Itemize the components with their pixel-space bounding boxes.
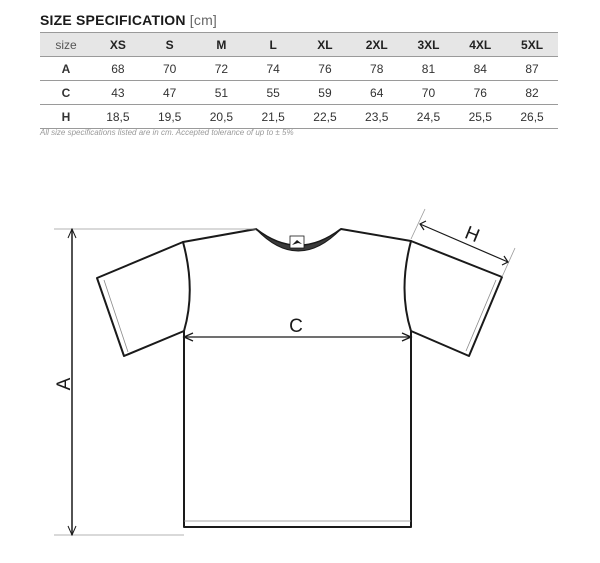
column-header: size bbox=[40, 33, 92, 57]
right-sleeve-seam bbox=[405, 241, 412, 331]
table-cell: 70 bbox=[403, 81, 455, 105]
table-cell: 72 bbox=[196, 57, 248, 81]
column-header: XS bbox=[92, 33, 144, 57]
table-cell: 76 bbox=[454, 81, 506, 105]
column-header: M bbox=[196, 33, 248, 57]
table-cell: 76 bbox=[299, 57, 351, 81]
table-cell: 19,5 bbox=[144, 105, 196, 129]
table-cell: 24,5 bbox=[403, 105, 455, 129]
table-cell: 78 bbox=[351, 57, 403, 81]
column-header: XL bbox=[299, 33, 351, 57]
dimension-a bbox=[54, 229, 256, 535]
row-label: A bbox=[40, 57, 92, 81]
table-cell: 55 bbox=[247, 81, 299, 105]
table-cell: 25,5 bbox=[454, 105, 506, 129]
table-cell: 47 bbox=[144, 81, 196, 105]
column-header: 2XL bbox=[351, 33, 403, 57]
table-cell: 21,5 bbox=[247, 105, 299, 129]
table-cell: 59 bbox=[299, 81, 351, 105]
tshirt-outline bbox=[97, 229, 502, 527]
table-cell: 74 bbox=[247, 57, 299, 81]
table-cell: 82 bbox=[506, 81, 558, 105]
table-cell: 87 bbox=[506, 57, 558, 81]
table-cell: 43 bbox=[92, 81, 144, 105]
column-header: 5XL bbox=[506, 33, 558, 57]
title-unit: [cm] bbox=[189, 12, 218, 28]
table-cell: 18,5 bbox=[92, 105, 144, 129]
table-cell: 26,5 bbox=[506, 105, 558, 129]
dimension-h bbox=[411, 209, 515, 277]
table-cell: 84 bbox=[454, 57, 506, 81]
brand-bird-icon bbox=[290, 236, 304, 248]
tolerance-note: All size specifications listed are in cm. Accepted tolerance of up to ± 5% bbox=[40, 128, 294, 137]
column-header: 4XL bbox=[454, 33, 506, 57]
table-cell: 20,5 bbox=[196, 105, 248, 129]
dimension-a-label: A bbox=[54, 377, 75, 391]
table-cell: 23,5 bbox=[351, 105, 403, 129]
left-sleeve-seam bbox=[183, 242, 190, 331]
title-text: SIZE SPECIFICATION bbox=[40, 12, 186, 28]
dimension-h-label: H bbox=[461, 222, 483, 248]
dimension-c-label: C bbox=[289, 316, 303, 337]
table-cell: 81 bbox=[403, 57, 455, 81]
row-label: H bbox=[40, 105, 92, 129]
table-cell: 22,5 bbox=[299, 105, 351, 129]
table-cell: 68 bbox=[92, 57, 144, 81]
table-cell: 70 bbox=[144, 57, 196, 81]
row-label: C bbox=[40, 81, 92, 105]
left-cuff-stitch bbox=[104, 280, 128, 352]
right-cuff-stitch bbox=[466, 280, 496, 351]
table-cell: 51 bbox=[196, 81, 248, 105]
column-header: L bbox=[247, 33, 299, 57]
column-header: 3XL bbox=[403, 33, 455, 57]
table-cell: 64 bbox=[351, 81, 403, 105]
column-header: S bbox=[144, 33, 196, 57]
